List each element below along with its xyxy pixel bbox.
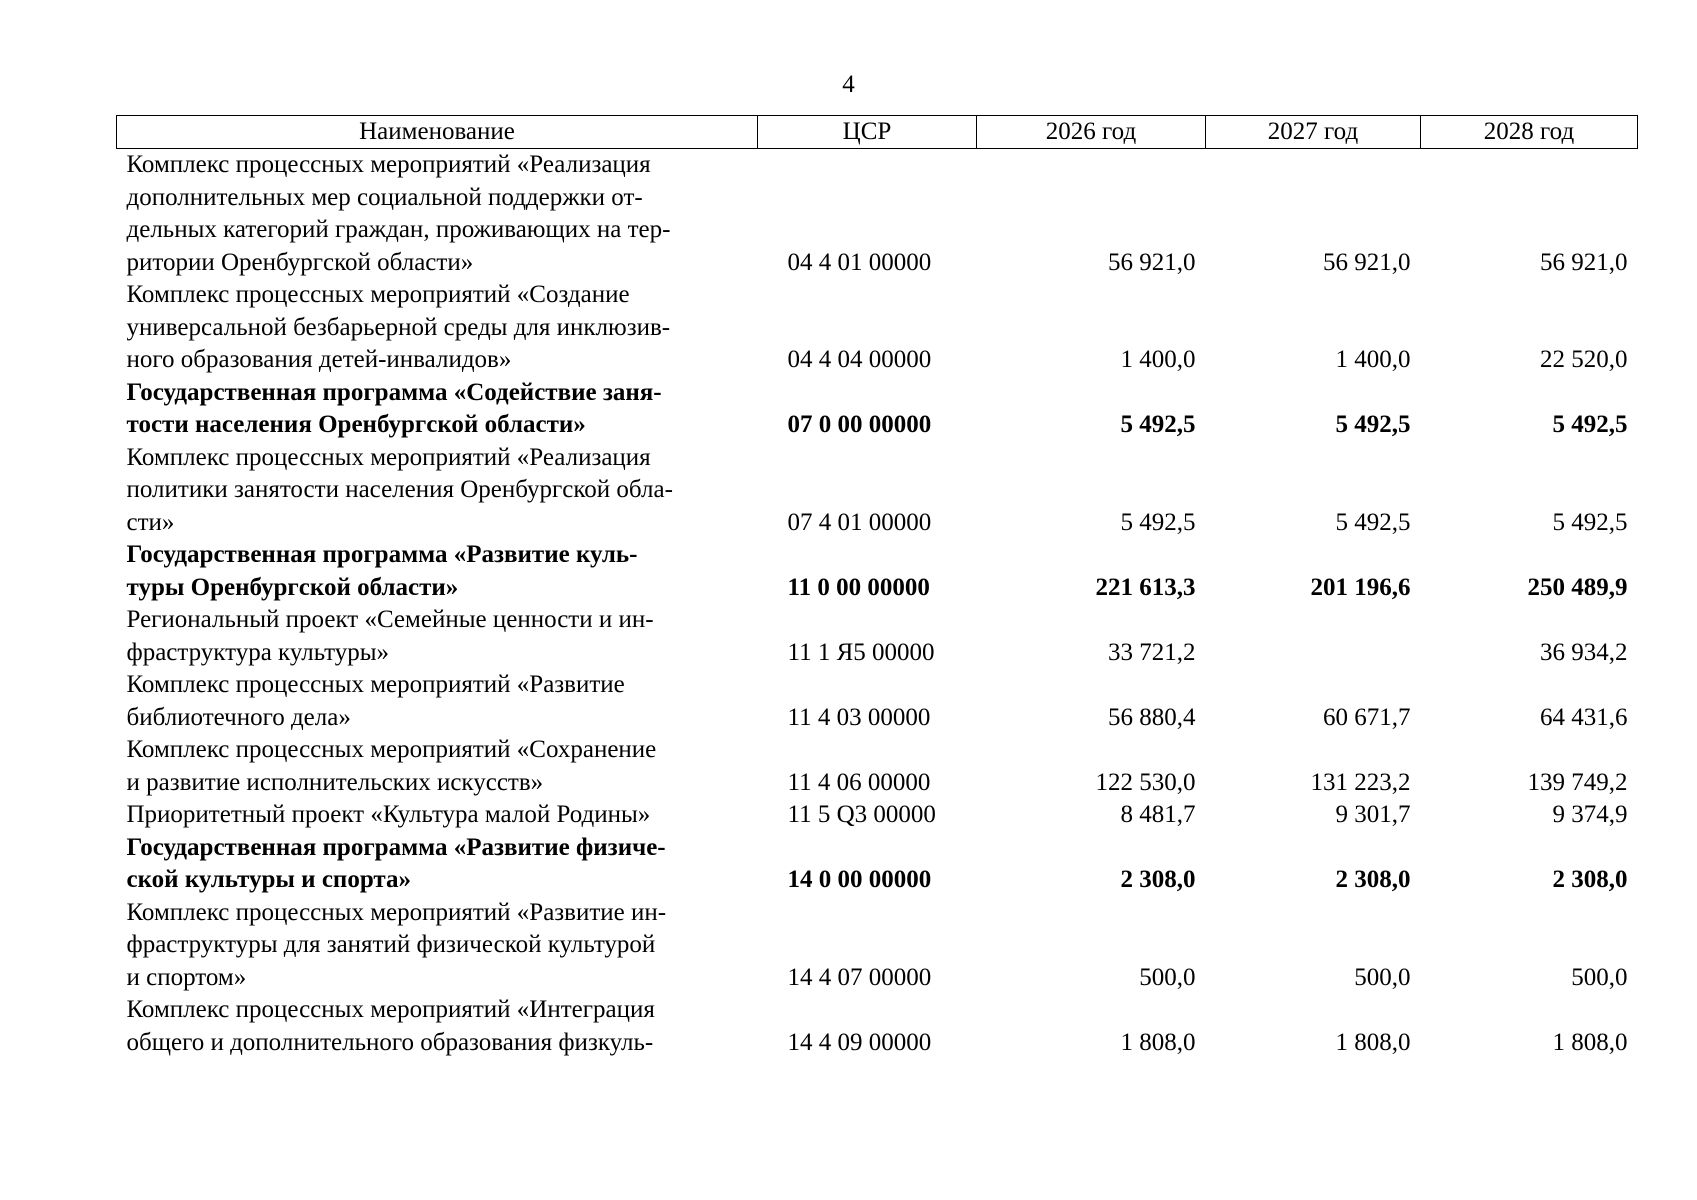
row-value-2027: 201 196,6 [1310, 573, 1411, 601]
row-value-2028: 56 921,0 [1540, 248, 1628, 276]
row-csr: 11 4 06 00000 [787, 768, 931, 796]
row-csr: 14 0 00 00000 [787, 866, 932, 893]
table-row [117, 149, 1638, 280]
row-name [117, 149, 758, 280]
row-value-2027: 2 308,0 [1335, 866, 1411, 893]
table-row [117, 604, 1638, 669]
table-row [117, 442, 1638, 540]
row-name-line: политики занятости населения Оренбургской обла- [126, 476, 673, 503]
row-value-2028: 5 492,5 [1552, 508, 1628, 536]
row-name-line: сти» [126, 508, 175, 536]
row-csr: 04 4 04 00000 [787, 346, 932, 373]
row-name [117, 442, 758, 540]
row-name-line: Комплекс процессных мероприятий «Интеграция [126, 996, 655, 1023]
table-row [117, 799, 1638, 832]
row-value-2028: 2 308,0 [1552, 866, 1628, 893]
row-csr: 04 4 01 00000 [787, 248, 932, 276]
row-value-2028: 250 489,9 [1527, 573, 1628, 601]
row-value-2026: 1 808,0 [1120, 1028, 1196, 1056]
row-value-2028: 139 749,2 [1527, 768, 1628, 796]
row-value-2026: 221 613,3 [1095, 573, 1196, 601]
row-name-line: универсальной безбарьерной среды для инклюзив- [126, 313, 671, 341]
row-name-line: ской культуры и спорта» [126, 866, 411, 893]
row-value-2028: 22 520,0 [1540, 346, 1628, 373]
row-value-2026: 500,0 [1139, 963, 1196, 991]
table-row [117, 669, 1638, 734]
row-name-line: Комплекс процессных мероприятий «Развитие ин- [126, 898, 667, 926]
table-row [117, 279, 1638, 377]
row-value-2026: 5 492,5 [1120, 508, 1196, 536]
row-value-2028: 36 934,2 [1540, 638, 1628, 666]
row-csr: 14 4 09 00000 [787, 1028, 932, 1056]
row-value-2027: 60 671,7 [1323, 703, 1411, 731]
row-value-2028: 64 431,6 [1540, 703, 1628, 731]
row-value-2028: 5 492,5 [1552, 411, 1628, 438]
row-name [117, 734, 758, 799]
row-name [117, 604, 758, 669]
table-header [117, 116, 1638, 149]
row-name-line: ритории Оренбургской области» [126, 248, 474, 276]
row-name-line: Региональный проект «Семейные ценности и ин- [126, 606, 654, 633]
row-name [117, 994, 758, 1059]
row-value-2027: 1 400,0 [1335, 346, 1411, 373]
header-2026: 2026 год [977, 116, 1206, 149]
row-name-line: туры Оренбургской области» [126, 573, 459, 601]
row-csr: 11 5 Q3 00000 [787, 801, 936, 828]
row-value-2026: 56 921,0 [1108, 248, 1196, 276]
row-name-line: фраструктуры для занятий физической культурой [126, 931, 656, 958]
row-value-2027: 1 808,0 [1335, 1028, 1411, 1056]
row-name-line: Государственная программа «Содействие заня- [126, 378, 662, 406]
row-value-2027: 56 921,0 [1323, 248, 1411, 276]
row-value-2028: 9 374,9 [1552, 801, 1628, 828]
row-csr: 07 4 01 00000 [787, 508, 932, 536]
header-row [117, 116, 1638, 149]
table-row [117, 539, 1638, 604]
row-csr: 14 4 07 00000 [787, 963, 932, 991]
row-name-line: Комплекс процессных мероприятий «Создание [126, 281, 630, 308]
row-value-2026: 8 481,7 [1120, 801, 1196, 828]
row-name-line: Комплекс процессных мероприятий «Развитие [126, 671, 625, 698]
row-value-2026: 56 880,4 [1108, 703, 1196, 731]
row-name [117, 279, 758, 377]
row-value-2027 [1206, 604, 1421, 669]
budget-table [116, 115, 1638, 1059]
row-name-line: библиотечного дела» [126, 703, 351, 731]
row-value-2026: 1 400,0 [1120, 346, 1196, 373]
header-name: Наименование [117, 116, 758, 149]
row-name-line: Приоритетный проект «Культура малой Родины» [126, 801, 651, 828]
table-row [117, 994, 1638, 1059]
row-name-line: ного образования детей-инвалидов» [126, 346, 512, 373]
row-name-line: тости населения Оренбургской области» [126, 411, 586, 438]
table-row [117, 832, 1638, 897]
row-name [117, 799, 758, 832]
row-name-line: Государственная программа «Развитие физиче- [126, 833, 666, 861]
row-value-2028: 1 808,0 [1552, 1028, 1628, 1056]
row-value-2028: 500,0 [1571, 963, 1628, 991]
row-value-2027: 5 492,5 [1335, 508, 1411, 536]
row-name-line: фраструктура культуры» [126, 638, 390, 666]
row-name [117, 832, 758, 897]
row-value-2027: 500,0 [1354, 963, 1411, 991]
row-name [117, 539, 758, 604]
row-name [117, 669, 758, 734]
row-name-line: Государственная программа «Развитие куль- [126, 541, 638, 568]
header-2027: 2027 год [1206, 116, 1421, 149]
row-name [117, 897, 758, 995]
row-name-line: Комплекс процессных мероприятий «Реализация [126, 443, 651, 471]
row-name-line: Комплекс процессных мероприятий «Реализация [126, 151, 651, 178]
row-value-2026: 33 721,2 [1108, 638, 1196, 666]
row-csr: 11 4 03 00000 [787, 703, 931, 731]
row-name-line: общего и дополнительного образования физкуль- [126, 1028, 654, 1056]
row-csr: 07 0 00 00000 [787, 411, 932, 438]
table-row [117, 377, 1638, 442]
table-row [117, 734, 1638, 799]
page-number: 4 [842, 71, 855, 98]
row-value-2026: 122 530,0 [1095, 768, 1196, 796]
row-value-2026: 2 308,0 [1120, 866, 1196, 893]
row-csr: 11 1 Я5 00000 [787, 638, 935, 666]
row-name-line: и спортом» [126, 963, 247, 991]
header-2028: 2028 год [1421, 116, 1638, 149]
row-value-2027: 131 223,2 [1310, 768, 1411, 796]
row-name-line: и развитие исполнительских искусств» [126, 768, 544, 796]
row-value-2027: 5 492,5 [1335, 411, 1411, 438]
row-name-line: дополнительных мер социальной поддержки от- [126, 183, 643, 211]
row-name [117, 377, 758, 442]
row-name-line: Комплекс процессных мероприятий «Сохранение [126, 736, 657, 763]
header-csr: ЦСР [758, 116, 977, 149]
table-row [117, 897, 1638, 995]
row-csr: 11 0 00 00000 [787, 573, 930, 601]
row-value-2027: 9 301,7 [1335, 801, 1411, 828]
row-name-line: дельных категорий граждан, проживающих на тер- [126, 216, 671, 243]
table-body [117, 149, 1638, 1060]
row-value-2026: 5 492,5 [1120, 411, 1196, 438]
